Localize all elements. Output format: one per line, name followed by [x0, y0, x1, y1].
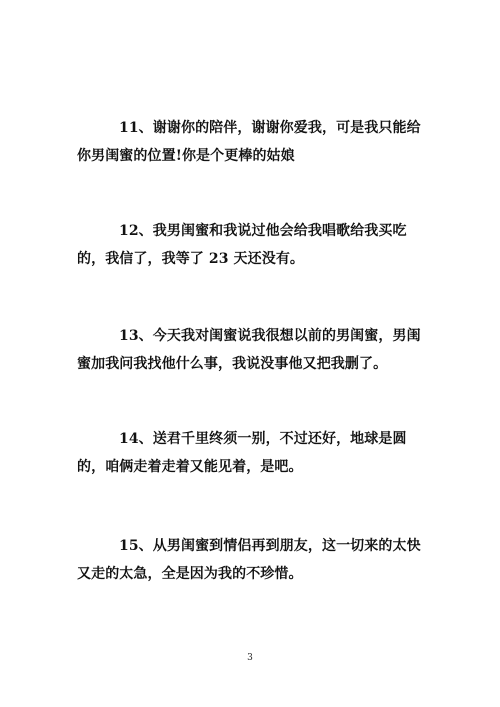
paragraph-12: 12、我男闺蜜和我说过他会给我唱歌给我买吃的，我信了，我等了 23 天还没有。	[77, 223, 407, 267]
page-number: 3	[247, 653, 253, 663]
paragraph-11: 11、谢谢你的陪伴，谢谢你爱我，可是我只能给你男闺蜜的位置!你是个更棒的姑娘	[77, 120, 421, 164]
paragraph-13: 13、今天我对闺蜜说我很想以前的男闺蜜，男闺蜜加我问我找他什么事，我说没事他又把我删了。	[77, 328, 421, 372]
paragraph-14: 14、送君千里终须一别，不过还好，地球是圆的，咱俩走着走着又能见着，是吧。	[77, 431, 407, 475]
paragraph-15: 15、从男闺蜜到情侣再到朋友，这一切来的太快又走的太急，全是因为我的不珍惜。	[77, 538, 421, 582]
